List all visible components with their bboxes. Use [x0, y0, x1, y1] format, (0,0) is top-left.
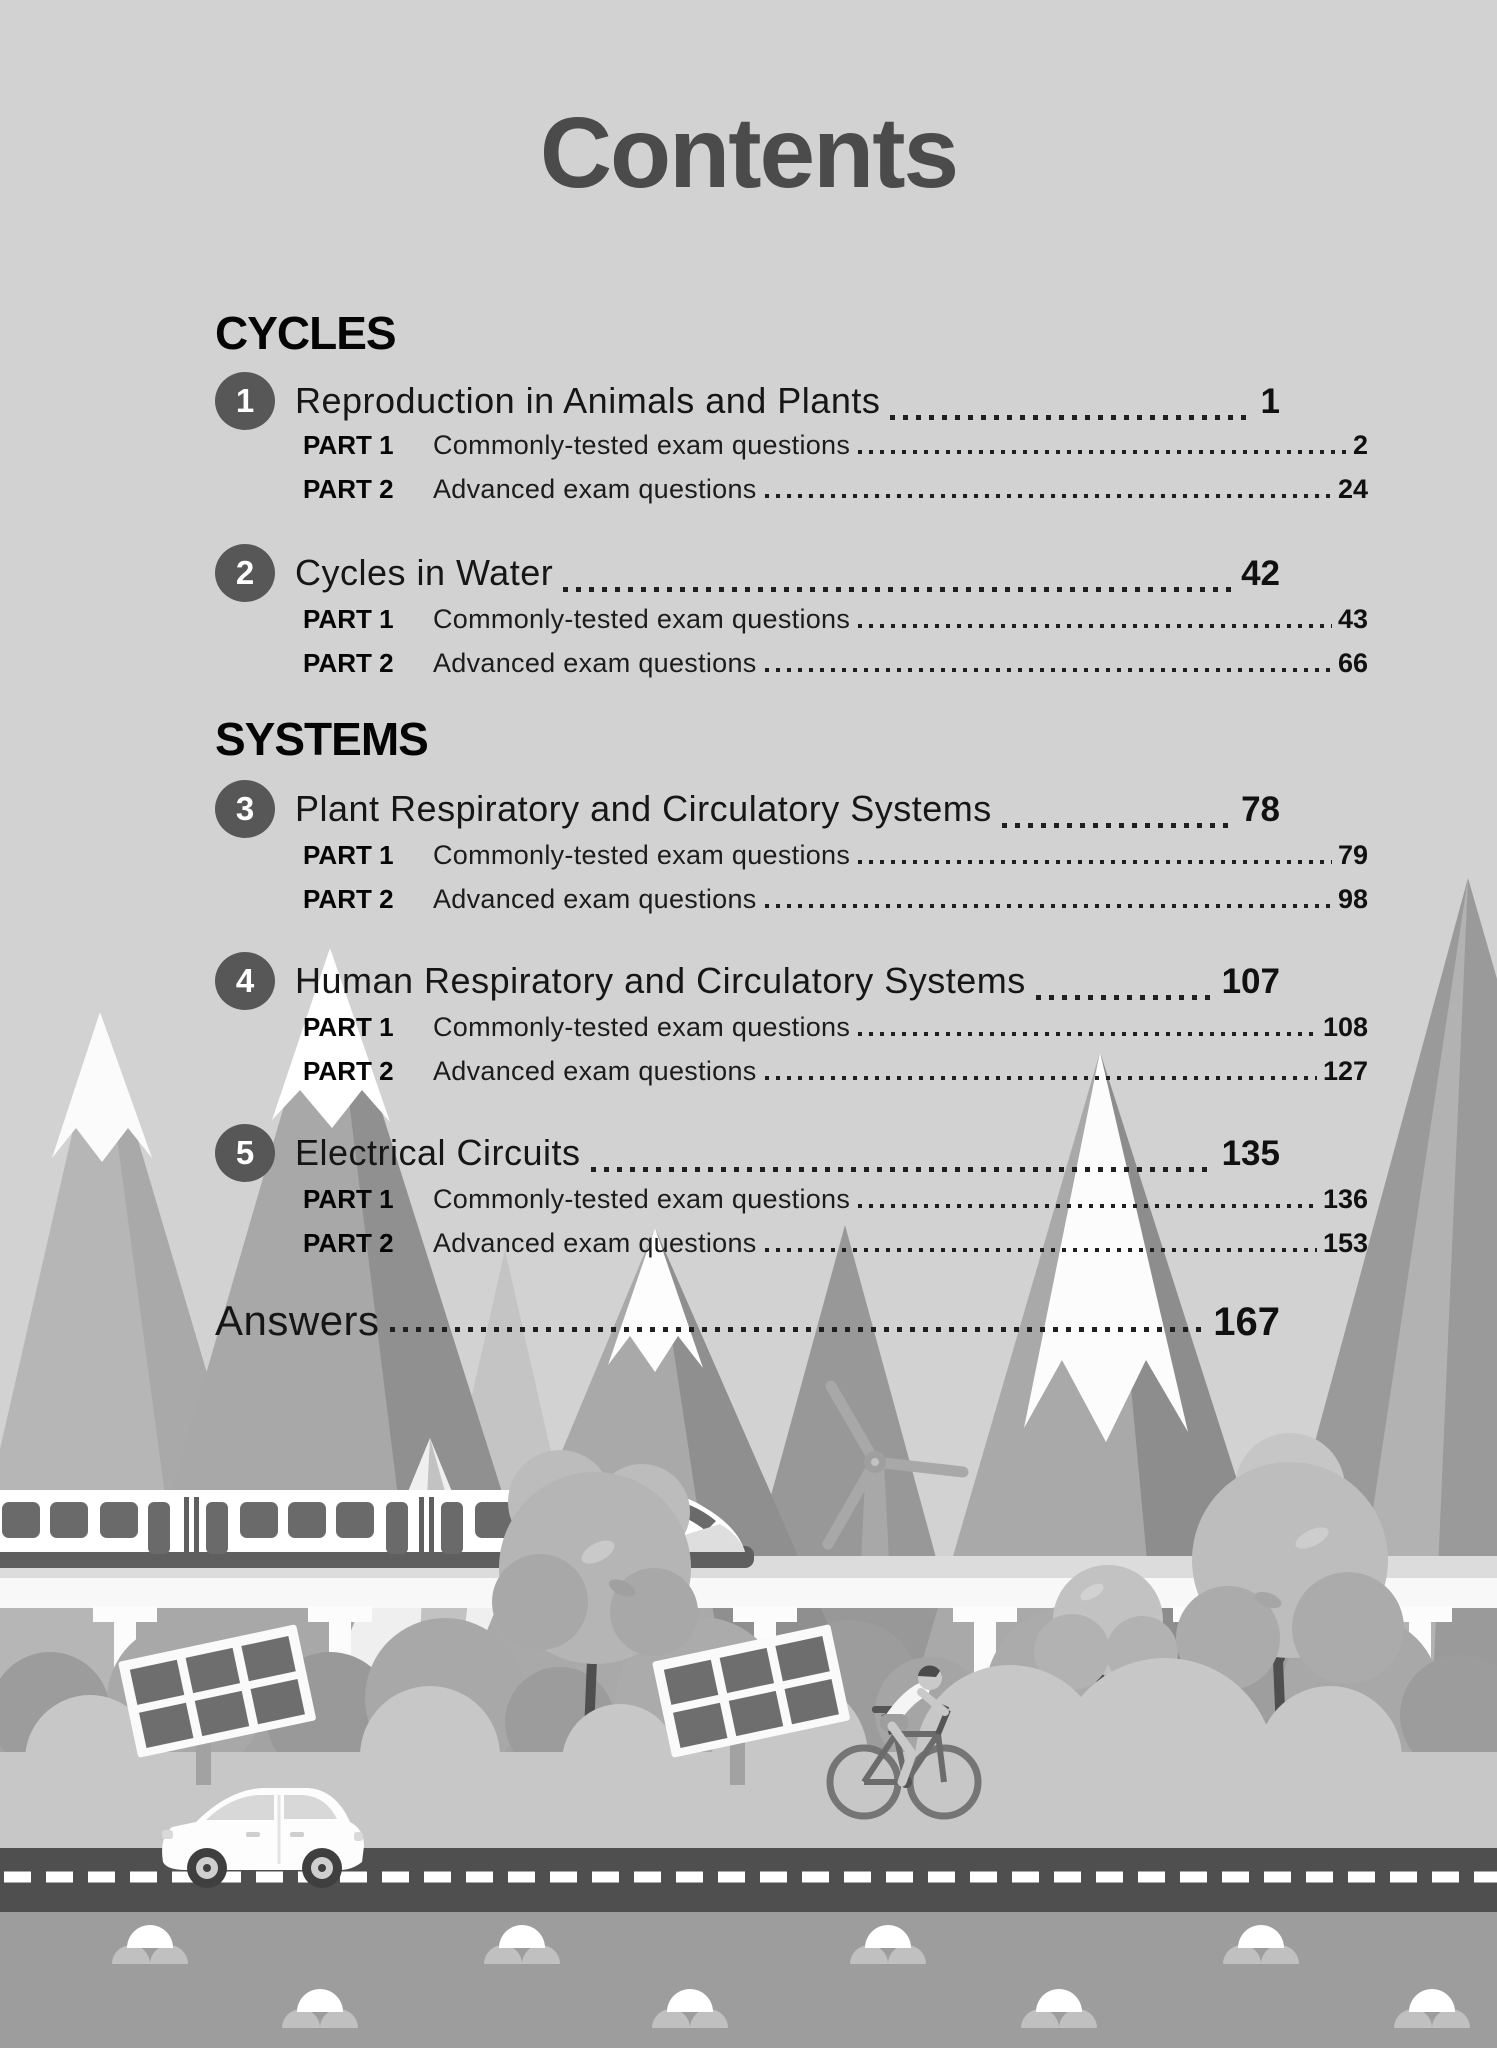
toc-part-row	[215, 430, 1368, 461]
toc-chapter-row	[215, 544, 1280, 602]
chapter-page-number: 1	[1260, 381, 1280, 421]
dotted-leader	[858, 450, 1347, 454]
part-label: PART 1	[303, 840, 394, 871]
dotted-leader	[390, 1327, 1206, 1332]
part-description: Commonly-tested exam questions	[433, 1012, 851, 1042]
chapter-page-number: 42	[1241, 553, 1280, 593]
part-description: Commonly-tested exam questions	[433, 840, 851, 870]
chapter-page-number: 78	[1241, 789, 1280, 829]
part-description: Advanced exam questions	[433, 474, 757, 504]
chapter-title: Electrical Circuits	[295, 1132, 581, 1174]
chapter-title: Human Respiratory and Circulatory Systems	[295, 960, 1026, 1002]
page-title: Contents	[539, 97, 958, 209]
part-label: PART 1	[303, 430, 394, 461]
part-page-number: 79	[1337, 840, 1368, 871]
dotted-leader	[1002, 823, 1233, 828]
dotted-leader	[858, 860, 1332, 864]
toc-part-row	[215, 648, 1368, 679]
part-page-number: 127	[1322, 1056, 1368, 1087]
dotted-leader	[1036, 995, 1214, 1000]
chapter-number-badge: 3	[215, 780, 275, 838]
section-heading-systems: SYSTEMS	[215, 713, 428, 765]
dotted-leader	[591, 1167, 1214, 1172]
part-label: PART 1	[303, 604, 394, 635]
part-page-number: 98	[1337, 884, 1368, 915]
dotted-leader	[765, 1248, 1317, 1252]
chapter-number-badge: 1	[215, 372, 275, 430]
toc-answers-row	[215, 1297, 1280, 1344]
dotted-leader	[765, 904, 1332, 908]
toc-part-row	[215, 474, 1368, 505]
part-description: Advanced exam questions	[433, 884, 757, 914]
part-page-number: 66	[1337, 648, 1368, 679]
toc-part-row	[215, 884, 1368, 915]
part-page-number: 136	[1322, 1184, 1368, 1215]
toc-chapter-row	[215, 372, 1280, 430]
chapter-number-badge: 5	[215, 1124, 275, 1182]
toc-chapter-row	[215, 1124, 1280, 1182]
chapter-title: Reproduction in Animals and Plants	[295, 380, 881, 422]
part-label: PART 2	[303, 648, 394, 679]
part-description: Advanced exam questions	[433, 648, 757, 678]
toc-part-row	[215, 840, 1368, 871]
part-page-number: 108	[1322, 1012, 1368, 1043]
answers-page-number: 167	[1213, 1300, 1280, 1344]
part-label: PART 1	[303, 1012, 394, 1043]
part-page-number: 2	[1352, 430, 1368, 461]
chapter-number-badge: 2	[215, 544, 275, 602]
part-label: PART 1	[303, 1184, 394, 1215]
part-label: PART 2	[303, 884, 394, 915]
toc-part-row	[215, 1228, 1368, 1259]
chapter-page-number: 135	[1221, 1133, 1280, 1173]
toc-part-row	[215, 1056, 1368, 1087]
part-description: Advanced exam questions	[433, 1228, 757, 1258]
dotted-leader	[563, 587, 1233, 592]
part-page-number: 153	[1322, 1228, 1368, 1259]
dotted-leader	[858, 1204, 1317, 1208]
dotted-leader	[765, 668, 1332, 672]
part-description: Commonly-tested exam questions	[433, 430, 851, 460]
part-description: Commonly-tested exam questions	[433, 604, 851, 634]
part-label: PART 2	[303, 474, 394, 505]
chapter-number-badge: 4	[215, 952, 275, 1010]
dotted-leader	[765, 494, 1332, 498]
dotted-leader	[858, 624, 1332, 628]
section-heading-cycles: CYCLES	[215, 307, 396, 359]
dotted-leader	[890, 415, 1252, 420]
dotted-leader	[858, 1032, 1317, 1036]
toc-chapter-row	[215, 952, 1280, 1010]
chapter-title: Plant Respiratory and Circulatory Systems	[295, 788, 992, 830]
part-description: Commonly-tested exam questions	[433, 1184, 851, 1214]
chapter-page-number: 107	[1221, 961, 1280, 1001]
part-label: PART 2	[303, 1228, 394, 1259]
part-page-number: 43	[1337, 604, 1368, 635]
chapter-title: Cycles in Water	[295, 552, 554, 594]
part-page-number: 24	[1337, 474, 1368, 505]
toc-chapter-row	[215, 780, 1280, 838]
toc-part-row	[215, 604, 1368, 635]
part-description: Advanced exam questions	[433, 1056, 757, 1086]
toc-part-row	[215, 1012, 1368, 1043]
dotted-leader	[765, 1076, 1317, 1080]
part-label: PART 2	[303, 1056, 394, 1087]
answers-label: Answers	[215, 1297, 380, 1344]
toc-part-row	[215, 1184, 1368, 1215]
